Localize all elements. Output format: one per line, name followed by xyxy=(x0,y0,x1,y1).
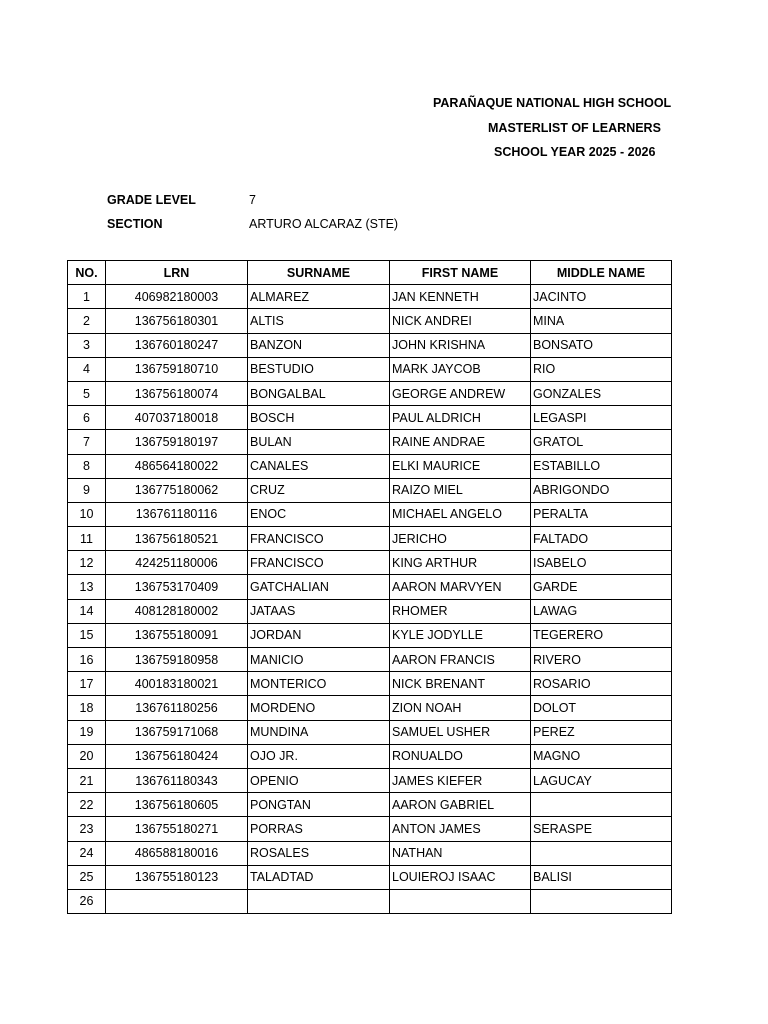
middle-name-cell xyxy=(531,793,672,817)
first-name-cell: AARON MARVYEN xyxy=(390,575,531,599)
row-number: 5 xyxy=(68,381,106,405)
document-title: MASTERLIST OF LEARNERS xyxy=(488,121,661,135)
table-row xyxy=(68,575,672,599)
table-row xyxy=(68,841,672,865)
middle-name-cell: ISABELO xyxy=(531,551,672,575)
table-row xyxy=(68,599,672,623)
lrn-cell: 408128180002 xyxy=(106,599,248,623)
first-name-cell: KING ARTHUR xyxy=(390,551,531,575)
first-name-cell: ELKI MAURICE xyxy=(390,454,531,478)
first-name-cell: KYLE JODYLLE xyxy=(390,623,531,647)
table-row xyxy=(68,527,672,551)
table-row xyxy=(68,454,672,478)
column-header-lrn: LRN xyxy=(106,261,248,285)
table-row xyxy=(68,696,672,720)
first-name-cell: NICK ANDREI xyxy=(390,309,531,333)
row-number: 16 xyxy=(68,648,106,672)
table-row xyxy=(68,817,672,841)
surname-cell: MONTERICO xyxy=(248,672,390,696)
table-row xyxy=(68,623,672,647)
row-number: 24 xyxy=(68,841,106,865)
middle-name-cell: GRATOL xyxy=(531,430,672,454)
row-number: 15 xyxy=(68,623,106,647)
middle-name-cell: MAGNO xyxy=(531,744,672,768)
surname-cell: MORDENO xyxy=(248,696,390,720)
middle-name-cell: LAWAG xyxy=(531,599,672,623)
row-number: 26 xyxy=(68,889,106,913)
table-row xyxy=(68,478,672,502)
lrn-cell xyxy=(106,889,248,913)
first-name-cell: MARK JAYCOB xyxy=(390,357,531,381)
lrn-cell: 136756180074 xyxy=(106,381,248,405)
lrn-cell: 407037180018 xyxy=(106,406,248,430)
row-number: 14 xyxy=(68,599,106,623)
surname-cell: PONGTAN xyxy=(248,793,390,817)
middle-name-cell: RIO xyxy=(531,357,672,381)
middle-name-cell: GARDE xyxy=(531,575,672,599)
middle-name-cell: PERALTA xyxy=(531,502,672,526)
row-number: 17 xyxy=(68,672,106,696)
table-row xyxy=(68,865,672,889)
first-name-cell: RAINE ANDRAE xyxy=(390,430,531,454)
lrn-cell: 136759180710 xyxy=(106,357,248,381)
surname-cell: FRANCISCO xyxy=(248,527,390,551)
table-row xyxy=(68,309,672,333)
surname-cell: BONGALBAL xyxy=(248,381,390,405)
table-row xyxy=(68,406,672,430)
middle-name-cell: RIVERO xyxy=(531,648,672,672)
surname-cell: ALTIS xyxy=(248,309,390,333)
middle-name-cell: BALISI xyxy=(531,865,672,889)
first-name-cell: NATHAN xyxy=(390,841,531,865)
school-year: SCHOOL YEAR 2025 - 2026 xyxy=(494,145,656,159)
middle-name-cell: GONZALES xyxy=(531,381,672,405)
lrn-cell: 136755180091 xyxy=(106,623,248,647)
lrn-cell: 136759171068 xyxy=(106,720,248,744)
lrn-cell: 136756180605 xyxy=(106,793,248,817)
row-number: 11 xyxy=(68,527,106,551)
surname-cell: ENOC xyxy=(248,502,390,526)
first-name-cell: RHOMER xyxy=(390,599,531,623)
lrn-cell: 136753170409 xyxy=(106,575,248,599)
table-row xyxy=(68,648,672,672)
table-row xyxy=(68,793,672,817)
middle-name-cell: ROSARIO xyxy=(531,672,672,696)
first-name-cell: JAN KENNETH xyxy=(390,285,531,309)
table-row xyxy=(68,430,672,454)
middle-name-cell: LEGASPI xyxy=(531,406,672,430)
first-name-cell: MICHAEL ANGELO xyxy=(390,502,531,526)
school-name: PARAÑAQUE NATIONAL HIGH SCHOOL xyxy=(433,96,672,110)
surname-cell: CANALES xyxy=(248,454,390,478)
column-header-no: NO. xyxy=(68,261,106,285)
lrn-cell: 136761180116 xyxy=(106,502,248,526)
row-number: 12 xyxy=(68,551,106,575)
middle-name-cell: LAGUCAY xyxy=(531,768,672,792)
middle-name-cell: FALTADO xyxy=(531,527,672,551)
lrn-cell: 486564180022 xyxy=(106,454,248,478)
table-row xyxy=(68,720,672,744)
first-name-cell: GEORGE ANDREW xyxy=(390,381,531,405)
lrn-cell: 406982180003 xyxy=(106,285,248,309)
middle-name-cell: BONSATO xyxy=(531,333,672,357)
middle-name-cell: JACINTO xyxy=(531,285,672,309)
row-number: 10 xyxy=(68,502,106,526)
first-name-cell: AARON FRANCIS xyxy=(390,648,531,672)
surname-cell: GATCHALIAN xyxy=(248,575,390,599)
table-row xyxy=(68,744,672,768)
table-row xyxy=(68,502,672,526)
row-number: 22 xyxy=(68,793,106,817)
surname-cell xyxy=(248,889,390,913)
surname-cell: BOSCH xyxy=(248,406,390,430)
lrn-cell: 136775180062 xyxy=(106,478,248,502)
first-name-cell: RONUALDO xyxy=(390,744,531,768)
row-number: 7 xyxy=(68,430,106,454)
middle-name-cell: ABRIGONDO xyxy=(531,478,672,502)
surname-cell: OPENIO xyxy=(248,768,390,792)
first-name-cell: JOHN KRISHNA xyxy=(390,333,531,357)
table-row xyxy=(68,357,672,381)
table-row xyxy=(68,551,672,575)
table-header-row xyxy=(68,261,672,285)
column-header-surname: SURNAME xyxy=(248,261,390,285)
first-name-cell: NICK BRENANT xyxy=(390,672,531,696)
lrn-cell: 136755180271 xyxy=(106,817,248,841)
surname-cell: MUNDINA xyxy=(248,720,390,744)
surname-cell: PORRAS xyxy=(248,817,390,841)
lrn-cell: 486588180016 xyxy=(106,841,248,865)
column-header-middle-name: MIDDLE NAME xyxy=(531,261,672,285)
row-number: 1 xyxy=(68,285,106,309)
row-number: 21 xyxy=(68,768,106,792)
column-header-first-name: FIRST NAME xyxy=(390,261,531,285)
middle-name-cell xyxy=(531,889,672,913)
first-name-cell: JAMES KIEFER xyxy=(390,768,531,792)
table-row xyxy=(68,285,672,309)
section-label: SECTION xyxy=(107,217,163,231)
masterlist-table xyxy=(67,260,672,914)
first-name-cell: ZION NOAH xyxy=(390,696,531,720)
surname-cell: BESTUDIO xyxy=(248,357,390,381)
table-row xyxy=(68,381,672,405)
table-row xyxy=(68,672,672,696)
row-number: 13 xyxy=(68,575,106,599)
row-number: 6 xyxy=(68,406,106,430)
row-number: 25 xyxy=(68,865,106,889)
first-name-cell: AARON GABRIEL xyxy=(390,793,531,817)
middle-name-cell xyxy=(531,841,672,865)
surname-cell: JORDAN xyxy=(248,623,390,647)
surname-cell: BANZON xyxy=(248,333,390,357)
lrn-cell: 136759180197 xyxy=(106,430,248,454)
surname-cell: FRANCISCO xyxy=(248,551,390,575)
row-number: 3 xyxy=(68,333,106,357)
first-name-cell: PAUL ALDRICH xyxy=(390,406,531,430)
middle-name-cell: MINA xyxy=(531,309,672,333)
lrn-cell: 136761180256 xyxy=(106,696,248,720)
lrn-cell: 400183180021 xyxy=(106,672,248,696)
surname-cell: JATAAS xyxy=(248,599,390,623)
table-row xyxy=(68,889,672,913)
grade-level-value: 7 xyxy=(249,193,256,207)
surname-cell: CRUZ xyxy=(248,478,390,502)
table-row xyxy=(68,333,672,357)
lrn-cell: 136761180343 xyxy=(106,768,248,792)
surname-cell: BULAN xyxy=(248,430,390,454)
surname-cell: TALADTAD xyxy=(248,865,390,889)
lrn-cell: 424251180006 xyxy=(106,551,248,575)
first-name-cell: RAIZO MIEL xyxy=(390,478,531,502)
middle-name-cell: SERASPE xyxy=(531,817,672,841)
section-value: ARTURO ALCARAZ (STE) xyxy=(249,217,399,231)
middle-name-cell: ESTABILLO xyxy=(531,454,672,478)
row-number: 4 xyxy=(68,357,106,381)
first-name-cell: JERICHO xyxy=(390,527,531,551)
first-name-cell xyxy=(390,889,531,913)
middle-name-cell: DOLOT xyxy=(531,696,672,720)
lrn-cell: 136760180247 xyxy=(106,333,248,357)
surname-cell: OJO JR. xyxy=(248,744,390,768)
row-number: 2 xyxy=(68,309,106,333)
row-number: 20 xyxy=(68,744,106,768)
middle-name-cell: PEREZ xyxy=(531,720,672,744)
first-name-cell: LOUIEROJ ISAAC xyxy=(390,865,531,889)
row-number: 19 xyxy=(68,720,106,744)
surname-cell: ALMAREZ xyxy=(248,285,390,309)
surname-cell: MANICIO xyxy=(248,648,390,672)
first-name-cell: SAMUEL USHER xyxy=(390,720,531,744)
lrn-cell: 136759180958 xyxy=(106,648,248,672)
lrn-cell: 136755180123 xyxy=(106,865,248,889)
grade-level-label: GRADE LEVEL xyxy=(107,193,196,207)
row-number: 9 xyxy=(68,478,106,502)
row-number: 8 xyxy=(68,454,106,478)
first-name-cell: ANTON JAMES xyxy=(390,817,531,841)
lrn-cell: 136756180521 xyxy=(106,527,248,551)
surname-cell: ROSALES xyxy=(248,841,390,865)
table-row xyxy=(68,768,672,792)
lrn-cell: 136756180424 xyxy=(106,744,248,768)
middle-name-cell: TEGERERO xyxy=(531,623,672,647)
row-number: 18 xyxy=(68,696,106,720)
row-number: 23 xyxy=(68,817,106,841)
lrn-cell: 136756180301 xyxy=(106,309,248,333)
